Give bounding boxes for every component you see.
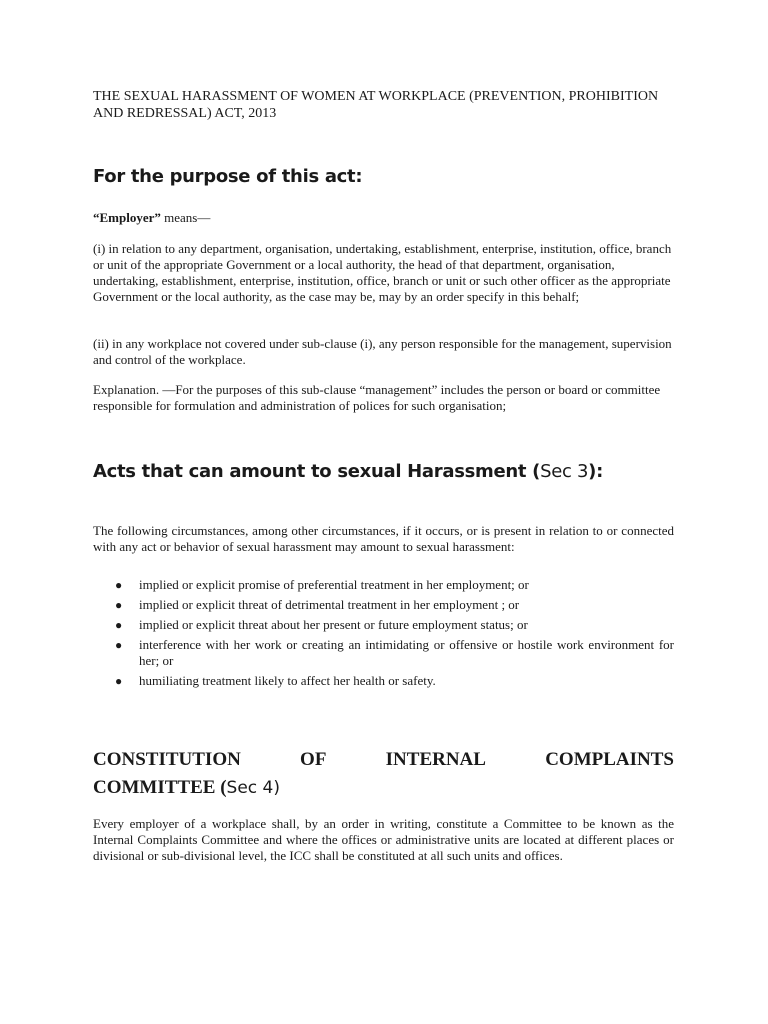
purpose-heading: For the purpose of this act: bbox=[93, 166, 363, 187]
list-item-text: interference with her work or creating an intimidating or offensive or hostile work environment for her; or bbox=[139, 637, 674, 668]
constitution-heading bbox=[93, 746, 674, 802]
acts-bullet-list bbox=[93, 577, 674, 693]
bullet-icon: ● bbox=[115, 674, 123, 688]
heading-word: CONSTITUTION bbox=[93, 749, 241, 770]
employer-term: “Employer” bbox=[93, 210, 161, 225]
list-item-text: humiliating treatment likely to affect her health or safety. bbox=[139, 673, 436, 688]
constitution-heading-line1 bbox=[93, 746, 674, 774]
document-title: THE SEXUAL HARASSMENT OF WOMEN AT WORKPLACE (PREVENTION, PROHIBITION AND REDRESSAL) ACT, 2013 bbox=[93, 89, 659, 121]
constitution-paragraph: Every employer of a workplace shall, by an order in writing, constitute a Committee to be known as the Internal Complaints Committee and where the offices or administrative units are located at different places or divisional or sub-divisional level, the ICC shall be constituted at all such units and offices. bbox=[93, 816, 674, 863]
heading-committee: COMMITTEE ( bbox=[93, 777, 227, 798]
list-item bbox=[93, 577, 674, 593]
bullet-icon: ● bbox=[115, 618, 123, 632]
acts-heading-section: Sec 3 bbox=[540, 461, 589, 482]
acts-heading bbox=[93, 461, 603, 482]
list-item bbox=[93, 597, 674, 613]
acts-intro-paragraph: The following circumstances, among other circumstances, if it occurs, or is present in relation to or connected with any act or behavior of sexual harassment may amount to sexual harassment: bbox=[93, 523, 674, 554]
acts-heading-text: Acts that can amount to sexual Harassment ( bbox=[93, 461, 541, 482]
bullet-icon: ● bbox=[115, 598, 123, 612]
bullet-icon: ● bbox=[115, 578, 123, 592]
clause-i: (i) in relation to any department, organisation, undertaking, establishment, enterprise, institution, office, branch or unit of the appropriate Government or a local authority, the head of that department, organisation, undertaking, establishment, enterprise, institution, office, branch or unit or such other officer as the appropriate Government or the local authority, as the case may be, may by an order specify in this behalf; bbox=[93, 241, 672, 304]
list-item-text: implied or explicit promise of preferential treatment in her employment; or bbox=[139, 577, 529, 592]
employer-definition-line bbox=[93, 210, 674, 226]
list-item-text: implied or explicit threat about her present or future employment status; or bbox=[139, 617, 528, 632]
list-item-text: implied or explicit threat of detrimental treatment in her employment ; or bbox=[139, 597, 520, 612]
constitution-heading-line2 bbox=[93, 774, 674, 802]
heading-section: Sec 4) bbox=[226, 778, 280, 798]
acts-heading-close: ): bbox=[588, 461, 603, 482]
clause-ii: (ii) in any workplace not covered under sub-clause (i), any person responsible for the management, supervision and control of the workplace. bbox=[93, 336, 672, 367]
explanation-paragraph: Explanation. —For the purposes of this sub-clause “management” includes the person or board or committee responsible for formulation and administration of polices for such organisation; bbox=[93, 382, 661, 413]
heading-word: COMPLAINTS bbox=[545, 749, 674, 770]
list-item bbox=[93, 673, 674, 689]
list-item bbox=[93, 617, 674, 633]
heading-word: INTERNAL bbox=[385, 749, 486, 770]
bullet-icon: ● bbox=[115, 638, 123, 652]
employer-means: means— bbox=[160, 210, 211, 225]
heading-word: OF bbox=[300, 749, 327, 770]
list-item bbox=[93, 637, 674, 669]
